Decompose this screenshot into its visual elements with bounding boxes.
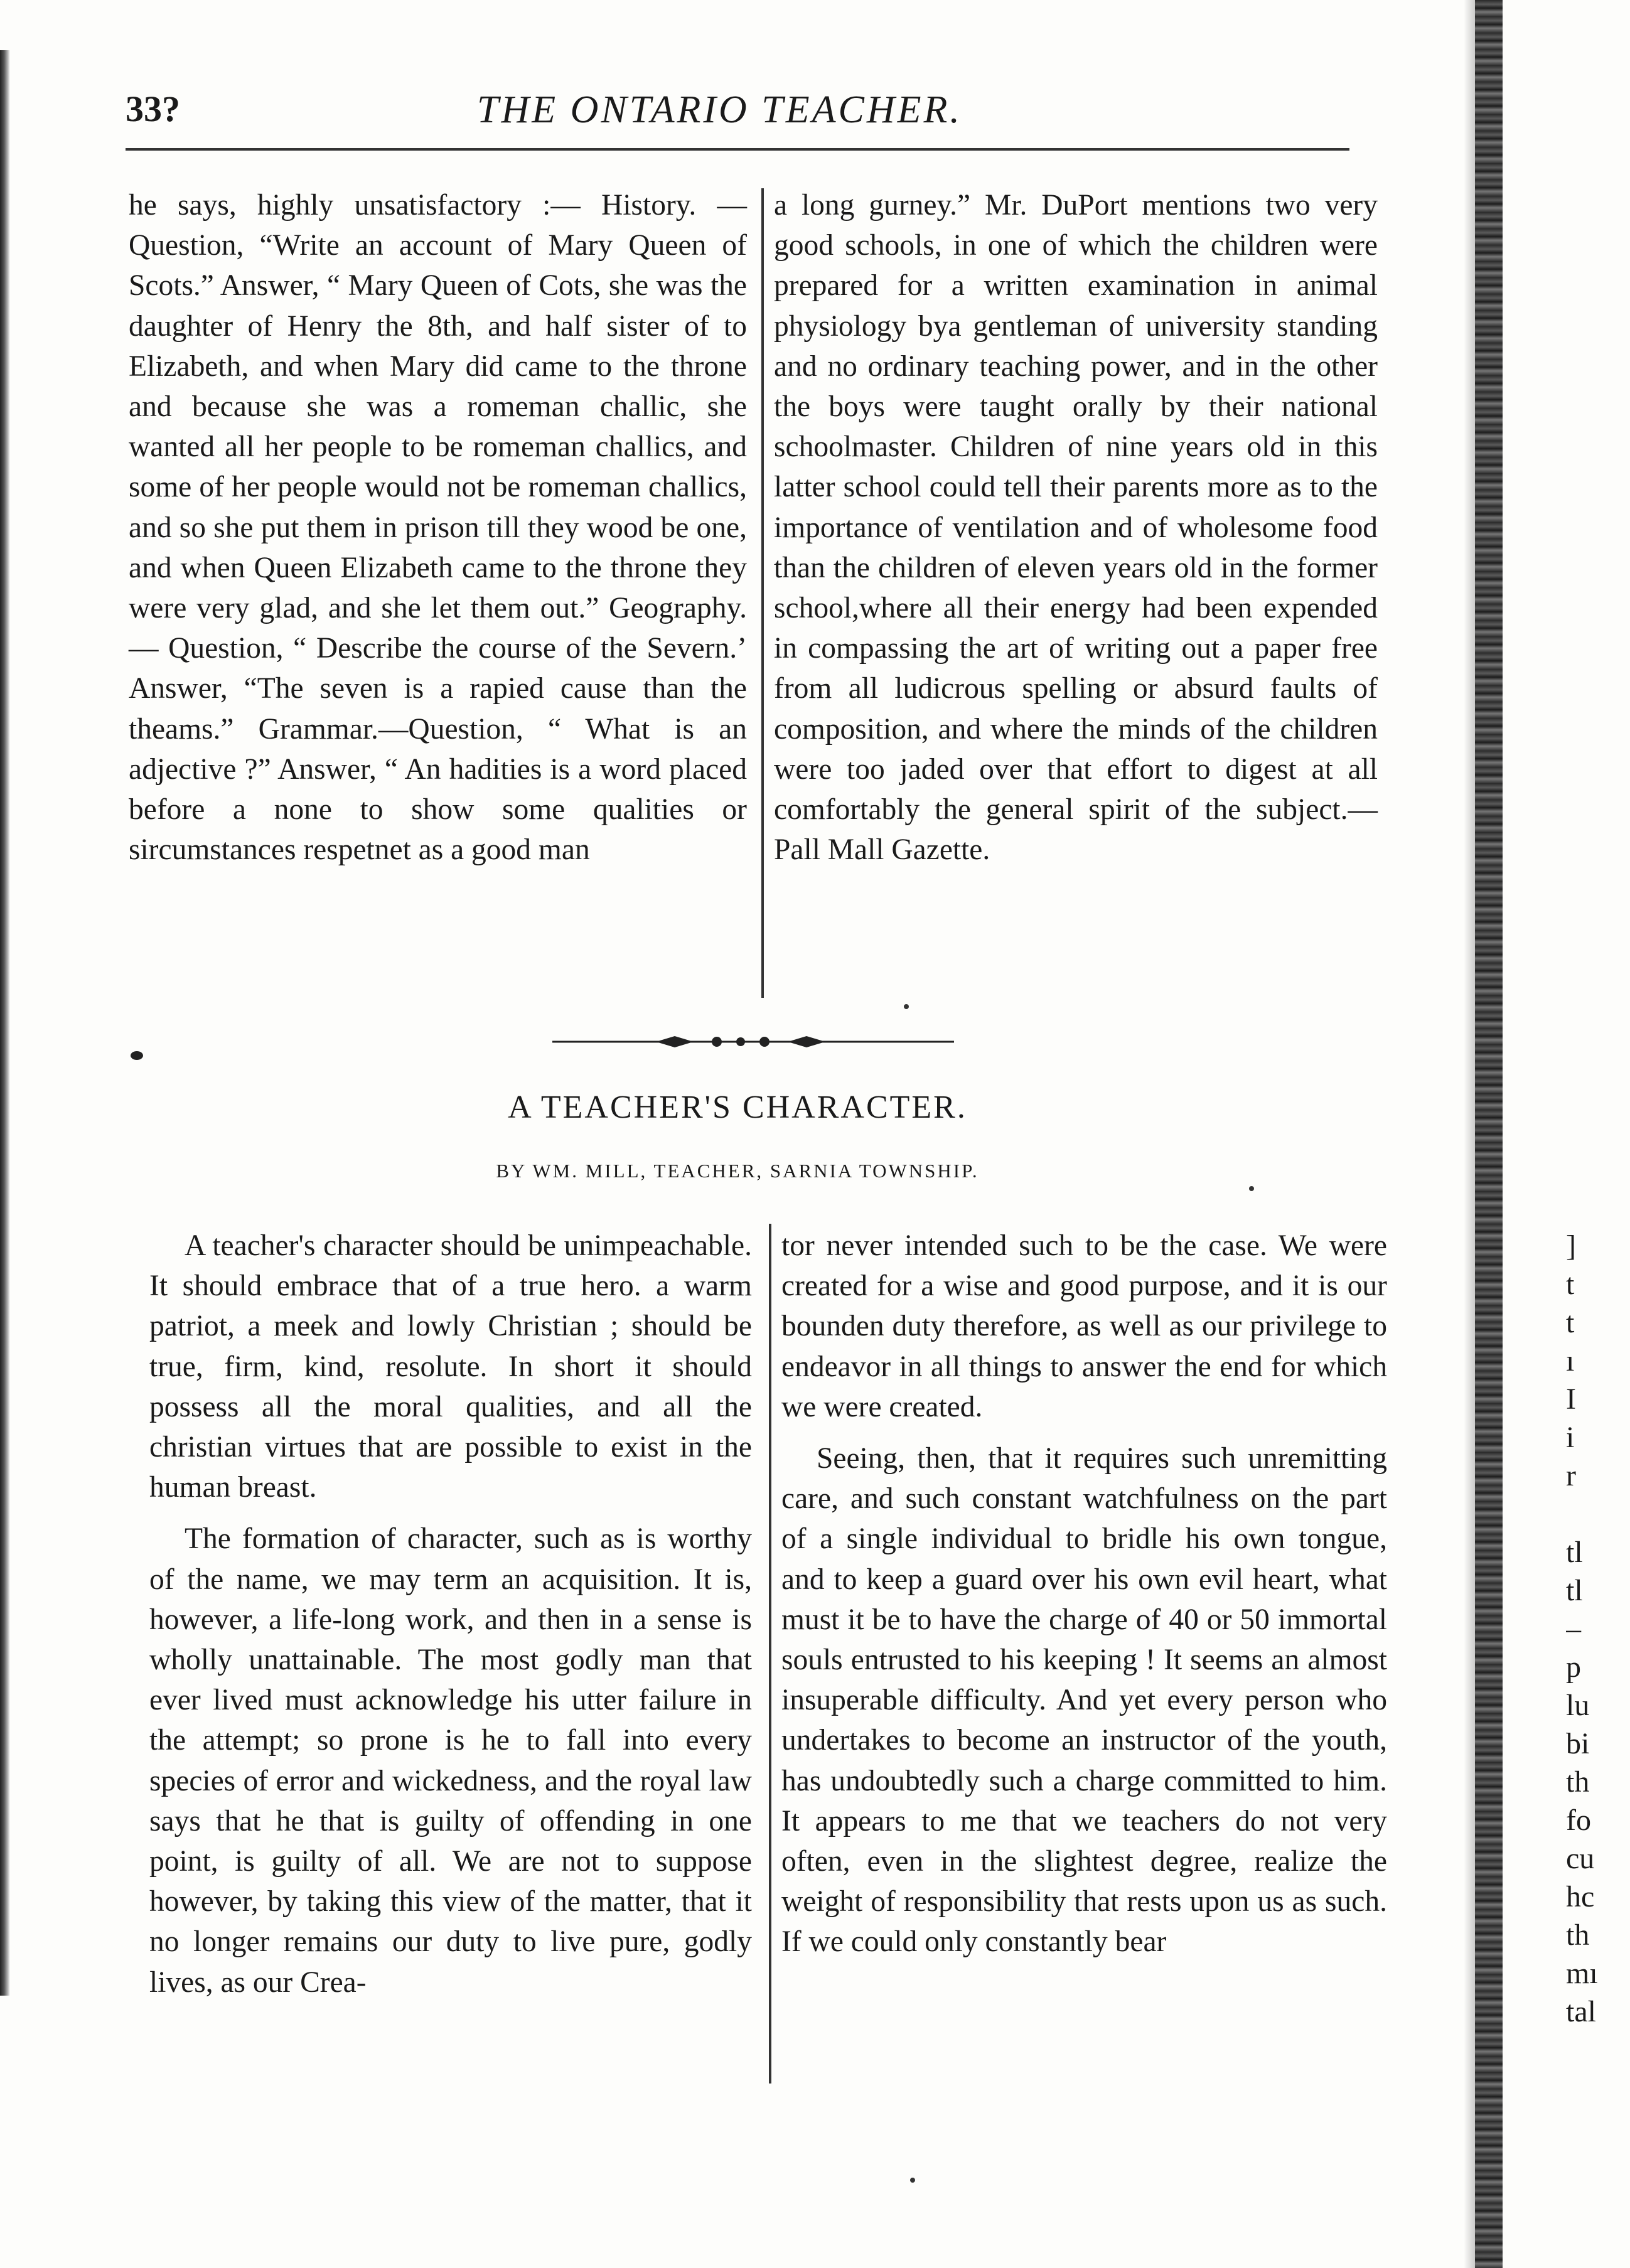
- page-number: 33?: [126, 88, 180, 129]
- fragment: –: [1566, 1612, 1581, 1645]
- page-binding-shadow: [0, 50, 10, 1996]
- article-title: A TEACHER'S CHARACTER.: [508, 1089, 967, 1125]
- page-header: [126, 88, 1349, 138]
- ornamental-divider: [552, 1032, 954, 1051]
- fragment: cu: [1566, 1842, 1595, 1875]
- fragment: p: [1566, 1650, 1581, 1684]
- article2-paragraph: Seeing, then, that it requires such unremitting care, and such constant watchfulness on the part of a single individual to bridle his own tongue, and to keep a guard over his own evil heart, what must it be to have the charge of 40 or 50 immortal souls entrusted to his keeping ! It seems an almost insuperable difficulty. And yet every person who undertakes to become an instructor of the youth, has undoubtedly such a charge committed to him. It appears to me that we teachers do not very often, even in the slightest degree, realize the weight of responsibility that rests upon us as such. If we could only constantly bear: [781, 1442, 1387, 1959]
- fragment: th: [1566, 1918, 1590, 1952]
- ink-speck: [910, 2178, 915, 2183]
- fragment: tl: [1566, 1536, 1583, 1569]
- article1-left-text: he says, highly unsatisfactory :— History. —Question, “Write an account of Mary Queen of Scots.” Answer, “ Mary Queen of Cots, she was the daughter of Henry the 8th, and half sister of to Elizabeth, and when Mary did came to the throne and because she was a romeman challic, she wanted all her people to be romeman challics, and some of her people would not be romeman challics, and so she put them in prison till they wood be one, and when Queen Elizabeth came to the throne they were very glad, and she let them out.” Geography.— Question, “ Describe the course of the Severn.’ Answer, “The seven is a rapied cause than the theams.” Grammar.—Question, “ What is an adjective ?” Answer, “ An hadities is a word placed before a none to show some qualities or sircumstances respetnet as a good man: [129, 189, 747, 867]
- scan-edge-shadow: [1464, 0, 1475, 2268]
- fragment: ı: [1566, 1344, 1575, 1377]
- ink-speck: [904, 1004, 909, 1009]
- article1-right-column: [774, 185, 1378, 870]
- fragment: i: [1566, 1421, 1575, 1454]
- column-divider: [769, 1224, 771, 2083]
- article1-left-column: [129, 185, 747, 870]
- fragment: I: [1566, 1383, 1576, 1416]
- facing-page-fragments: [1566, 1227, 1622, 2031]
- fragment: tal: [1566, 1995, 1596, 2028]
- running-title: THE ONTARIO TEACHER.: [477, 88, 962, 131]
- article2-paragraph: tor never intended such to be the case. We were created for a wise and good purpose, and it is our bounden duty therefore, as well as our privilege to endeavor in all things to answer the end for which we were created.: [781, 1229, 1387, 1423]
- fragment: bi: [1566, 1727, 1590, 1760]
- fragment: t: [1566, 1306, 1575, 1339]
- header-rule: [126, 148, 1349, 151]
- fragment: th: [1566, 1765, 1590, 1799]
- fragment: lu: [1566, 1689, 1590, 1722]
- ink-speck: [1249, 1186, 1254, 1191]
- column-divider: [761, 188, 764, 998]
- article2-right-column: [781, 1226, 1387, 1962]
- book-spine-strip: [1475, 0, 1503, 2268]
- article1-right-text: a long gurney.” Mr. DuPort mentions two very good schools, in one of which the children were prepared for a written examination in animal physiology bya gentleman of university standing and no ordinary teaching power, and in the other the boys were taught orally by their national schoolmaster. Children of nine years old in this latter school could tell their parents more as to the importance of ventilation and of wholesome food than the children of eleven years old in the former school,where all their energy had been expended in compassing the art of writing out a paper free from all ludicrous spelling or absurd faults of composition, and where the minds of the children were too jaded over that effort to digest at all comfortably the general spirit of the subject.—Pall Mall Gazette.: [774, 189, 1378, 867]
- fragment: fo: [1566, 1804, 1591, 1837]
- fragment: tl: [1566, 1574, 1583, 1607]
- ink-mark: [131, 1051, 143, 1060]
- article2-left-column: [149, 1226, 752, 2003]
- fragment: t: [1566, 1268, 1575, 1301]
- fragment: hc: [1566, 1880, 1595, 1913]
- article-byline: BY WM. MILL, TEACHER, SARNIA TOWNSHIP.: [496, 1160, 979, 1182]
- fragment: ]: [1566, 1229, 1576, 1263]
- fragment: mı: [1566, 1957, 1598, 1990]
- fragment: [1566, 1495, 1622, 1533]
- article2-paragraph: A teacher's character should be unimpeachable. It should embrace that of a true hero. a warm patriot, a meek and lowly Christian ; should be true, firm, kind, resolute. In short it should possess all the moral qualities, and all the christian virtues that are possible to exist in the human breast.: [149, 1229, 752, 1504]
- fragment: r: [1566, 1459, 1576, 1492]
- article2-paragraph: The formation of character, such as is worthy of the name, we may term an acquisition. It is, however, a life-long work, and then in a sense is wholly unattainable. The most godly man that ever lived must acknowledge his utter failure in the attempt; so prone is he to fall into every species of error and wickedness, and the royal law says that he that is guilty of offending in one point, is guilty of all. We are not to suppose however, by taking this view of the matter, that it no longer remains our duty to live pure, godly lives, as our Crea-: [149, 1522, 752, 1999]
